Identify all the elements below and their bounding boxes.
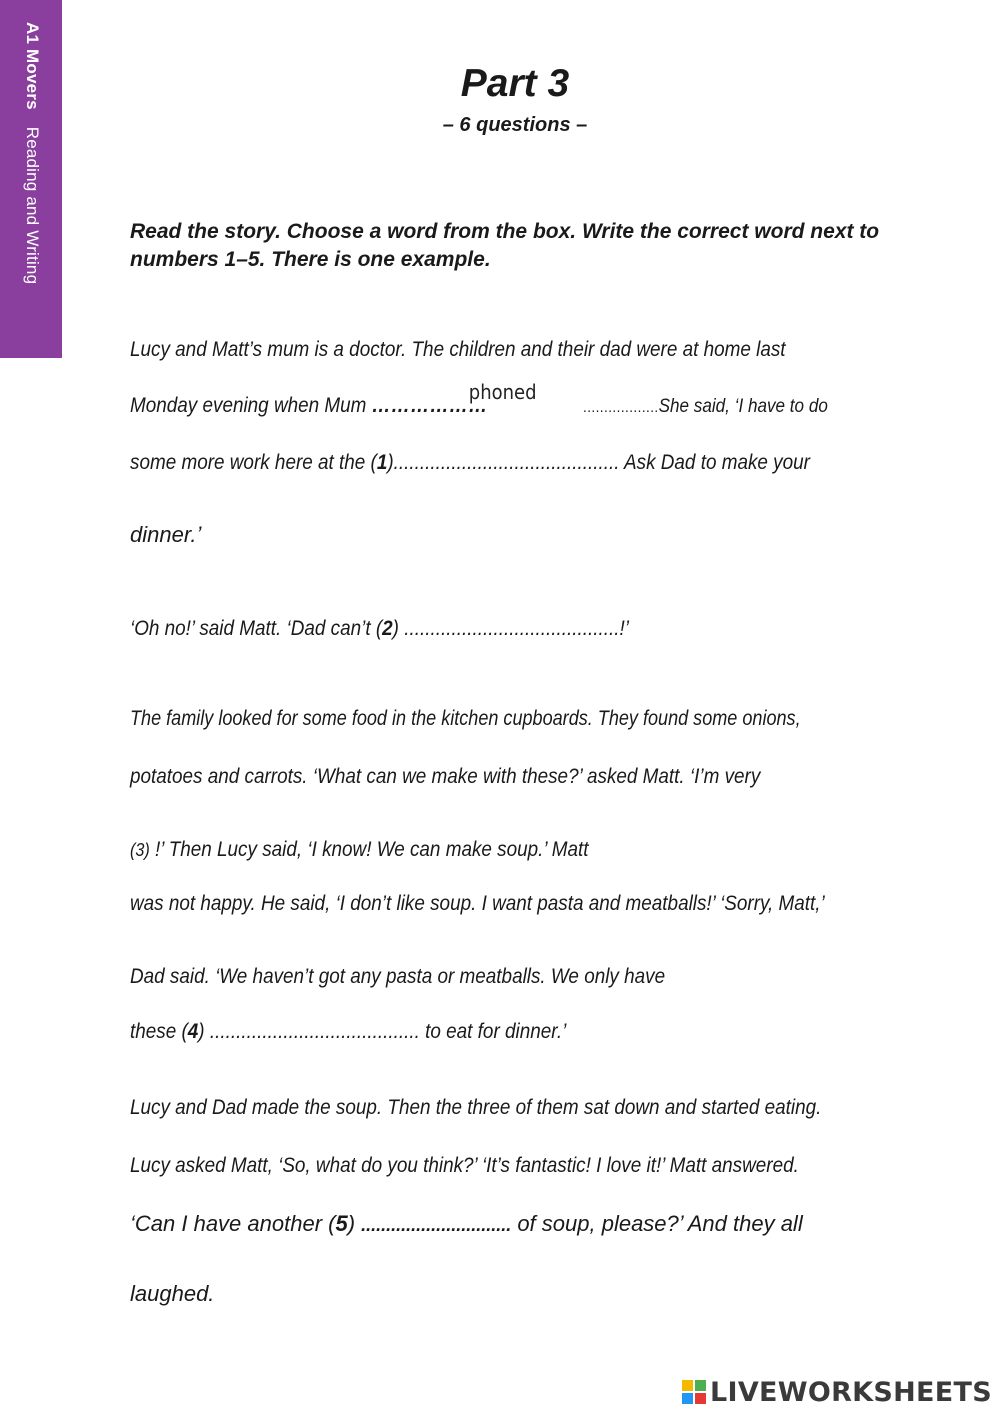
story-text: ‘Oh no!’ said Matt. ‘Dad can’t ( xyxy=(130,617,383,640)
logo-icon xyxy=(682,1380,706,1404)
story-text: !’ Then Lucy said, ‘I know! We can make soup.’ Matt xyxy=(149,838,589,861)
sidebar-paper: Reading and Writing xyxy=(23,126,42,285)
story-text: some more work here at the ( xyxy=(130,451,377,474)
logo-square xyxy=(695,1393,706,1404)
story-text: She said, ‘I have to do xyxy=(658,396,828,417)
logo-square xyxy=(682,1393,693,1404)
question-number-3[interactable]: (3) xyxy=(130,840,150,860)
answer-gap-1[interactable]: )........................................... Ask Dad to make your xyxy=(387,451,810,474)
story-line-6: The family looked for some food in the kitchen cupboards. They found some onions, xyxy=(130,707,801,730)
story-text: these ( xyxy=(130,1020,188,1043)
logo-square xyxy=(695,1380,706,1391)
logo-square xyxy=(682,1380,693,1391)
story-text: of soup, please?’ And they all xyxy=(511,1211,803,1236)
example-gap-dots: .................. xyxy=(583,399,659,416)
sidebar-band xyxy=(0,0,62,358)
story-text: ) xyxy=(347,1211,362,1236)
liveworksheets-logo xyxy=(682,1377,992,1407)
question-number-1: 1 xyxy=(376,451,388,474)
story-line-8 xyxy=(130,838,640,862)
story-line-2 xyxy=(130,394,905,418)
story-line-9: was not happy. He said, ‘I don’t like soup. I want pasta and meatballs!’ ‘Sorry, Matt,’ xyxy=(130,892,825,915)
page-title: Part 3 xyxy=(460,62,570,105)
question-number-4: 4 xyxy=(187,1020,199,1043)
story-line-7: potatoes and carrots. ‘What can we make with these?’ asked Matt. ‘I’m very xyxy=(130,765,761,788)
story-line-13: Lucy asked Matt, ‘So, what do you think?’ ‘It’s fantastic! I love it!’ Matt answered. xyxy=(130,1154,799,1177)
story-line-12: Lucy and Dad made the soup. Then the three of them sat down and started eating. xyxy=(130,1096,822,1119)
story-line-3 xyxy=(130,451,886,475)
logo-text: LIVEWORKSHEETS xyxy=(709,1376,992,1408)
example-gap: ……………… xyxy=(371,394,488,417)
sidebar-level: A1 Movers xyxy=(23,22,42,110)
story-text: ‘Can I have another ( xyxy=(130,1211,336,1236)
story-text: Monday evening when Mum xyxy=(130,394,367,417)
story-line-4: dinner.’ xyxy=(130,522,202,547)
story-line-5 xyxy=(130,617,684,641)
answer-gap-5[interactable]: .............................. xyxy=(361,1215,512,1235)
story-line-1: Lucy and Matt’s mum is a doctor. The children and their dad were at home last xyxy=(130,338,786,361)
story-line-10: Dad said. ‘We haven’t got any pasta or meatballs. We only have xyxy=(130,965,666,988)
page-subtitle: – 6 questions – xyxy=(442,114,588,136)
answer-gap-2[interactable]: ) .........................................!’ xyxy=(392,617,629,640)
story-line-14 xyxy=(130,1211,803,1237)
example-answer: phoned xyxy=(468,380,537,404)
question-number-5: 5 xyxy=(335,1211,348,1236)
task-instructions: Read the story. Choose a word from the box. Write the correct word next to numbers 1–5. There is one example. xyxy=(130,220,880,271)
story-line-15: laughed. xyxy=(130,1281,215,1306)
question-number-2: 2 xyxy=(382,617,393,640)
story-line-11 xyxy=(130,1020,615,1044)
answer-gap-4[interactable]: ) ........................................ to eat for dinner.’ xyxy=(198,1020,567,1043)
